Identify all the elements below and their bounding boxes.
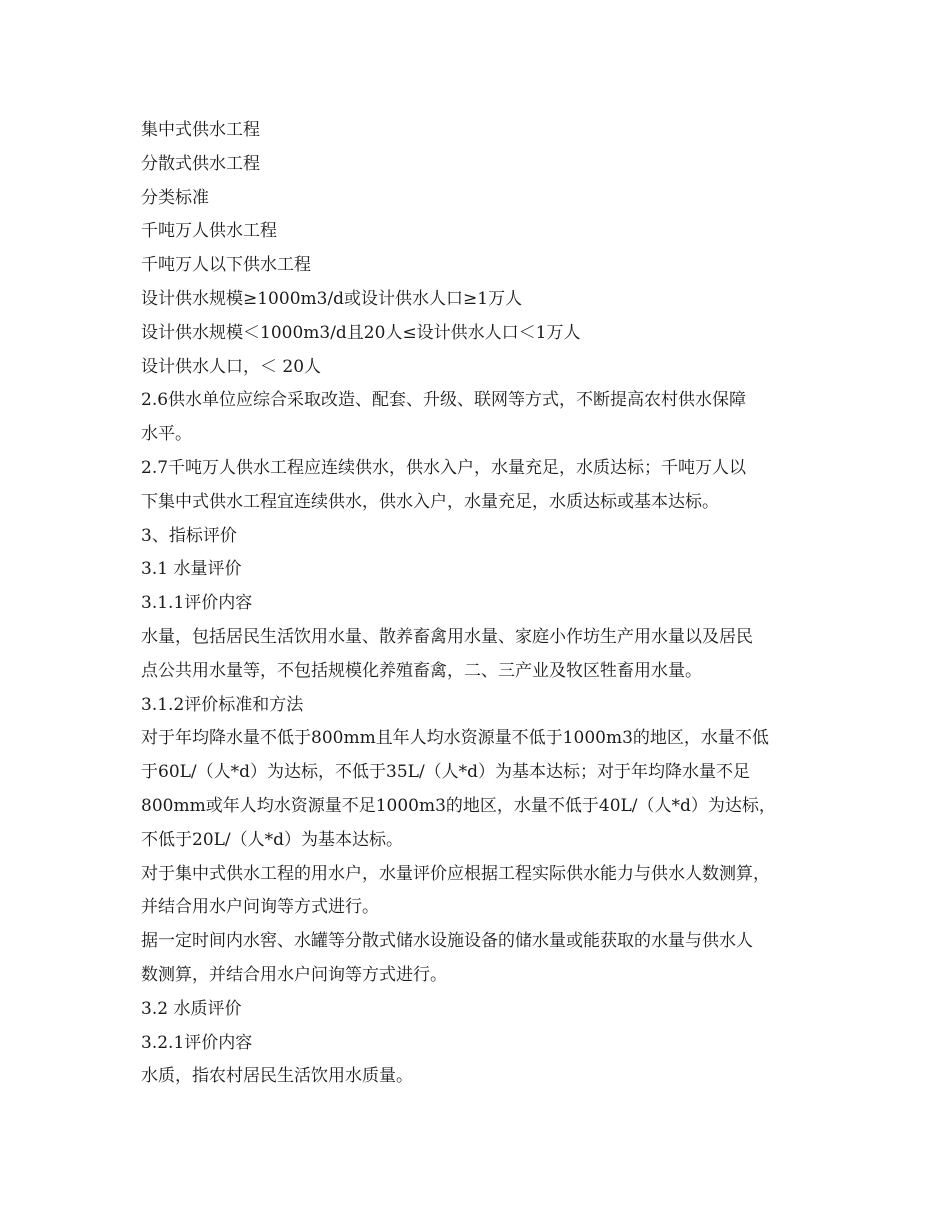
paragraph-line: 点公共用水量等，不包括规模化养殖畜禽，二、三产业及牧区牲畜用水量。	[141, 660, 702, 681]
text-line: 分散式供水工程	[141, 153, 260, 174]
text-line: 设计供水规模≥1000m3/d或设计供水人口≥1万人	[141, 288, 523, 309]
subsection-heading: 3.1.1评价内容	[141, 593, 253, 614]
text-line: 千吨万人以下供水工程	[141, 255, 311, 276]
subsection-heading: 3.2 水质评价	[141, 998, 242, 1019]
text-line: 分类标准	[141, 187, 209, 208]
text-line: 设计供水规模＜1000m3/d且20人≤设计供水人口＜1万人	[141, 322, 581, 343]
paragraph-line: 2.7千吨万人供水工程应连续供水，供水入户，水量充足，水质达标；千吨万人以	[141, 457, 747, 478]
paragraph-line: 下集中式供水工程宜连续供水，供水入户，水量充足，水质达标或基本达标。	[141, 491, 719, 512]
paragraph-line: 并结合用水户问询等方式进行。	[141, 897, 379, 918]
section-heading: 3、指标评价	[141, 525, 237, 546]
paragraph-line: 水量，包括居民生活饮用水量、散养畜禽用水量、家庭小作坊生产用水量以及居民	[141, 626, 753, 647]
document-body	[141, 114, 821, 1094]
paragraph-line: 水平。	[141, 424, 192, 445]
paragraph-line: 2.6供水单位应综合采取改造、配套、升级、联网等方式，不断提高农村供水保障	[141, 390, 747, 411]
paragraph-line: 对于集中式供水工程的用水户，水量评价应根据工程实际供水能力与供水人数测算，	[141, 863, 770, 884]
subsection-heading: 3.1.2评价标准和方法	[141, 694, 304, 715]
subsection-heading: 3.2.1评价内容	[141, 1032, 253, 1053]
text-line: 千吨万人供水工程	[141, 221, 277, 242]
paragraph-line: 数测算，并结合用水户问询等方式进行。	[141, 964, 447, 985]
paragraph-line: 水质，指农村居民生活饮用水质量。	[141, 1066, 413, 1087]
paragraph-line: 对于年均降水量不低于800mm且年人均水资源量不低于1000m3的地区，水量不低	[141, 728, 769, 749]
text-line: 集中式供水工程	[141, 120, 260, 140]
text-line: 设计供水人口，＜ 20人	[141, 356, 322, 377]
paragraph-line: 据一定时间内水窖、水罐等分散式储水设施设备的储水量或能获取的水量与供水人	[141, 931, 753, 952]
paragraph-line: 800mm或年人均水资源量不足1000m3的地区，水量不低于40L/（人*d）为达标，	[141, 795, 776, 816]
subsection-heading: 3.1 水量评价	[141, 559, 242, 580]
paragraph-line: 不低于20L/（人*d）为基本达标。	[141, 829, 404, 850]
paragraph-line: 于60L/（人*d）为达标，不低于35L/（人*d）为基本达标；对于年均降水量不足	[141, 762, 751, 783]
